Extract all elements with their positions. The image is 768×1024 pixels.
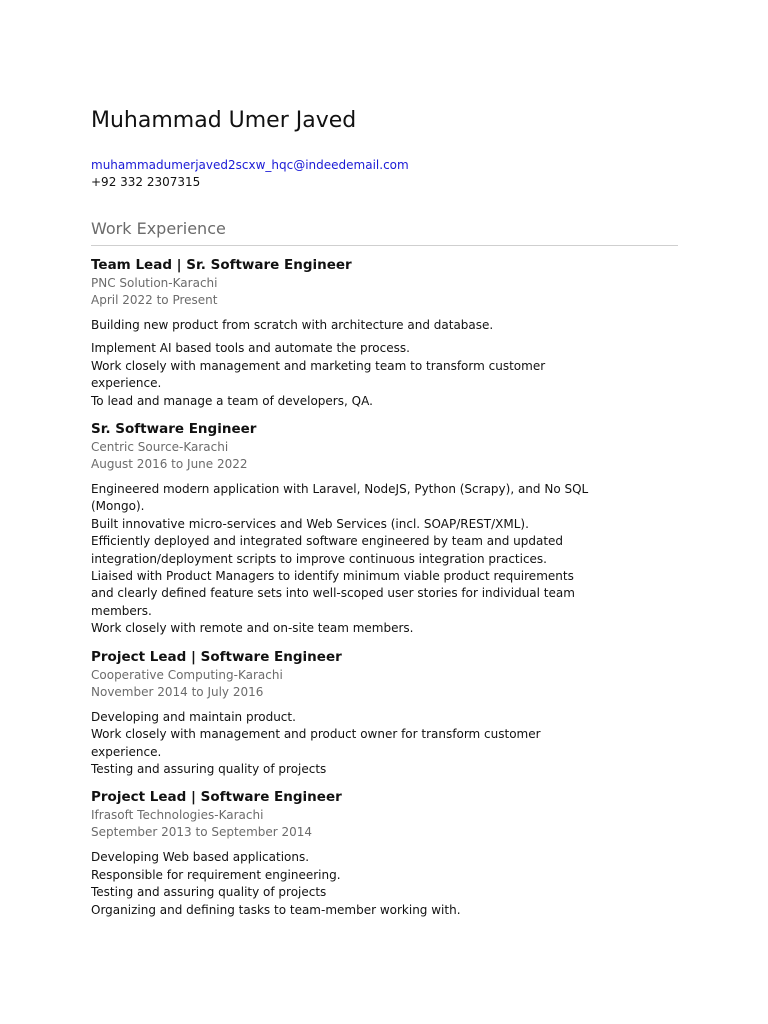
job-entry bbox=[91, 420, 678, 638]
job-description-line: Work closely with management and product owner for transform customer experience. bbox=[91, 727, 541, 759]
job-company: PNC Solution-Karachi bbox=[91, 276, 218, 290]
section-title-work-experience: Work Experience bbox=[91, 219, 226, 238]
job-description-line: Implement AI based tools and automate the process. bbox=[91, 341, 410, 356]
job-title: Project Lead | Software Engineer bbox=[91, 789, 342, 806]
job-entry bbox=[91, 648, 678, 779]
company-location: Karachi bbox=[237, 667, 283, 682]
job-entry bbox=[91, 256, 678, 410]
job-description-line: Testing and assuring quality of projects bbox=[91, 885, 327, 900]
job-description-line: Work closely with management and marketing team to transform customer experience. bbox=[91, 358, 546, 391]
job-company: Cooperative Computing-Karachi bbox=[91, 667, 283, 682]
job-title: Sr. Software Engineer bbox=[91, 421, 257, 438]
job-entry bbox=[91, 788, 678, 919]
candidate-name: Muhammad Umer Javed bbox=[91, 108, 357, 133]
job-description-line: Developing Web based applications. bbox=[91, 850, 310, 865]
job-dates: September 2013 to September 2014 bbox=[91, 825, 313, 840]
company-name: Ifrasoft Technologies bbox=[91, 808, 215, 823]
phone-number: +92 332 2307315 bbox=[91, 175, 201, 189]
job-description-line: Work closely with remote and on-site team members. bbox=[91, 621, 414, 636]
company-name: PNC Solution bbox=[91, 276, 169, 290]
company-name: Cooperative Computing bbox=[91, 667, 234, 682]
job-dates: November 2014 to July 2016 bbox=[91, 684, 264, 699]
job-description-line: Building new product from scratch with architecture and database. bbox=[91, 318, 494, 332]
job-description-line: Built innovative micro-services and Web Services (incl. SOAP/REST/XML). bbox=[91, 516, 529, 531]
company-location: Karachi bbox=[183, 440, 229, 455]
job-description-line: Testing and assuring quality of projects bbox=[91, 761, 327, 776]
job-description bbox=[91, 849, 591, 919]
job-description-line: Organizing and defining tasks to team-member working with. bbox=[91, 902, 461, 917]
job-description bbox=[91, 317, 591, 410]
job-description bbox=[91, 709, 591, 779]
resume-content bbox=[91, 106, 678, 919]
company-location: Karachi bbox=[172, 276, 218, 290]
job-description-line: Engineered modern application with Laravel, NodeJS, Python (Scrapy), and No SQL (Mongo). bbox=[91, 482, 589, 514]
job-dates: April 2022 to Present bbox=[91, 293, 218, 307]
email-link[interactable]: muhammadumerjaved2scxw_hqc@indeedemail.com bbox=[91, 158, 409, 172]
job-company: Centric Source-Karachi bbox=[91, 440, 229, 455]
job-description-line: To lead and manage a team of developers, QA. bbox=[91, 393, 373, 408]
company-location: Karachi bbox=[218, 808, 264, 823]
job-description-line: Efficiently deployed and integrated software engineered by team and updated integration/deployment scripts to improve continuous integration practices. bbox=[91, 534, 564, 566]
job-title: Project Lead | Software Engineer bbox=[91, 648, 342, 665]
section-divider bbox=[91, 245, 678, 246]
company-name: Centric Source bbox=[91, 440, 179, 455]
job-title: Team Lead | Sr. Software Engineer bbox=[91, 257, 352, 273]
job-description bbox=[91, 481, 591, 638]
job-dates: August 2016 to June 2022 bbox=[91, 457, 248, 472]
job-description-line: Developing and maintain product. bbox=[91, 709, 296, 724]
job-description-line: Responsible for requirement engineering. bbox=[91, 867, 341, 882]
job-description-line: Liaised with Product Managers to identify minimum viable product requirements and clearly defined feature sets into well-scoped user stories for individual team members. bbox=[91, 569, 575, 618]
job-company: Ifrasoft Technologies-Karachi bbox=[91, 808, 264, 823]
